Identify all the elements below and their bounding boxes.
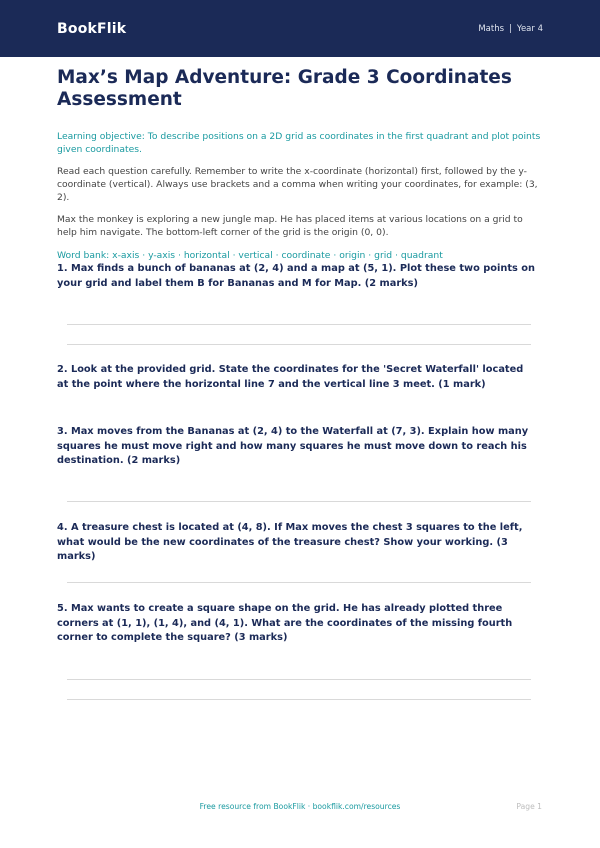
answer-line[interactable] [67, 582, 531, 583]
word-bank: Word bank: x-axis · y-axis · horizontal · vertical · coordinate · origin · grid · quadrant [57, 250, 443, 262]
answer-line[interactable] [67, 344, 531, 345]
intro-text: Max the monkey is exploring a new jungle map. He has placed items at various locations on a grid to help him navigate. The bottom-left corner of the grid is the origin (0, 0). [57, 214, 523, 239]
answer-line[interactable] [67, 679, 531, 680]
question-4: 4. A treasure chest is located at (4, 8). If Max moves the chest 3 squares to the left, what would be the new coordinates of the treasure chest? Show your working. (3 marks) [57, 522, 523, 563]
footer-link[interactable]: Free resource from BookFlik · bookflik.com/resources [199, 802, 401, 811]
footer [0, 802, 600, 814]
question-5: 5. Max wants to create a square shape on the grid. He has already plotted three corners at (1, 1), (1, 4), and (4, 1). What are the coordinates of the missing fourth corner to complete the square? (3 marks) [57, 603, 513, 644]
question-1: 1. Max finds a bunch of bananas at (2, 4) and a map at (5, 1). Plot these two points on your grid and label them B for Bananas and M for Map. (2 marks) [57, 263, 535, 289]
page-number: Page 1 [516, 802, 542, 811]
meta-separator: | [509, 23, 512, 34]
answer-line[interactable] [67, 699, 531, 700]
instructions: Read each question carefully. Remember to write the x-coordinate (horizontal) first, followed by the y-coordinate (vertical). Always use brackets and a comma when writing your coordinates, for example: (3, 2). [57, 166, 538, 204]
answer-line[interactable] [67, 324, 531, 325]
learning-objective: Learning objective: To describe positions on a 2D grid as coordinates in the first quadrant and plot points given coordinates. [57, 131, 541, 155]
question-2: 2. Look at the provided grid. State the coordinates for the 'Secret Waterfall' located at the point where the horizontal line 7 and the vertical line 3 meet. (1 mark) [57, 364, 524, 390]
answer-line[interactable] [67, 501, 531, 502]
page-title: Max’s Map Adventure: Grade 3 Coordinates Assessment [57, 67, 512, 110]
subject-label: Maths [478, 23, 505, 34]
year-label: Year 4 [516, 23, 543, 34]
questions-area [57, 0, 544, 848]
question-3: 3. Max moves from the Bananas at (2, 4) to the Waterfall at (7, 3). Explain how many squares he must move right and how many squares he must move down to reach his destination. (2 marks) [57, 426, 529, 467]
brand-logo[interactable]: BookFlik [57, 20, 127, 37]
